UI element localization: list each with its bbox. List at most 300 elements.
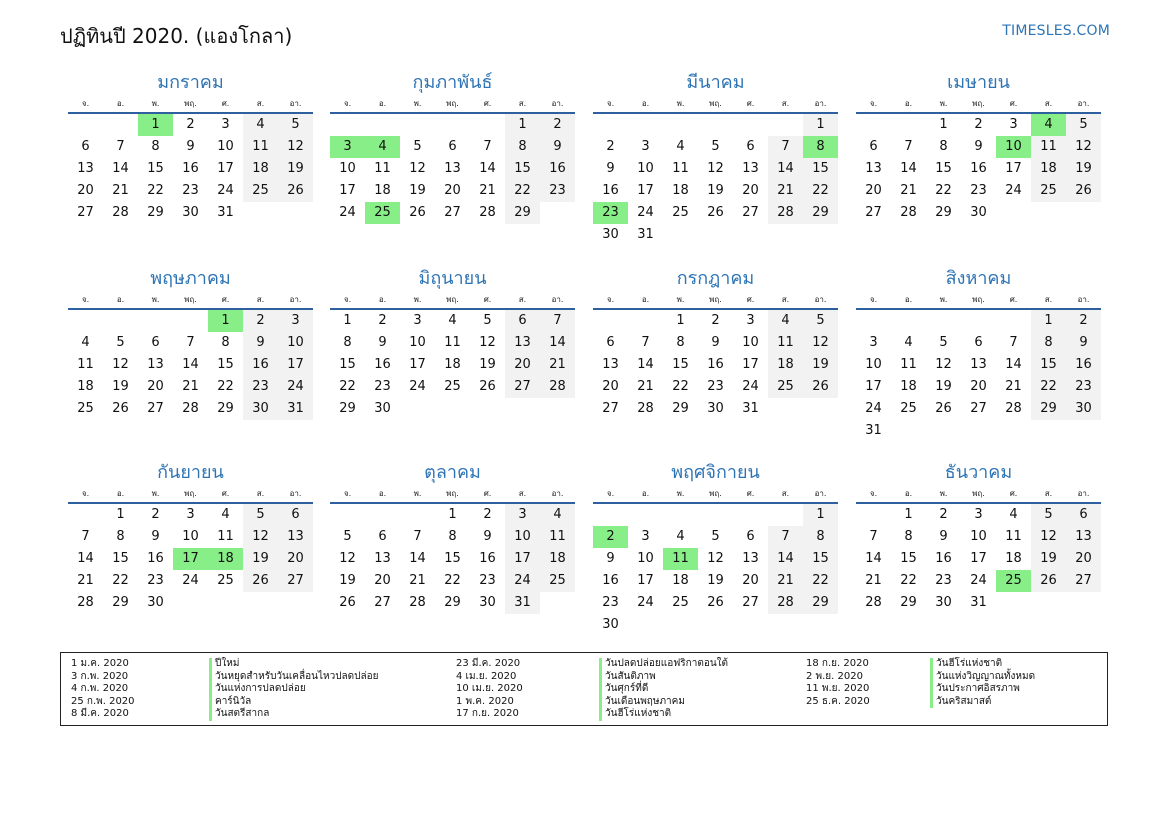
day-cell: 5: [243, 504, 278, 526]
empty-cell: [891, 310, 926, 332]
legend-holiday-name: วันแห่งวิญญาณทั้งหมด: [930, 671, 1035, 684]
day-cell: 3: [186, 507, 195, 522]
month-block: [856, 266, 1101, 442]
day-cell: 13: [77, 161, 94, 176]
day-cell: 15: [505, 158, 540, 180]
day-cell: 21: [637, 379, 654, 394]
day-cell: 4: [904, 335, 913, 350]
day-cell: 12: [339, 551, 356, 566]
day-cell: 17: [970, 551, 987, 566]
day-cell: 22: [672, 379, 689, 394]
weekday-label: พ.: [939, 489, 948, 498]
empty-cell: [365, 114, 400, 136]
day-cell: 12: [409, 161, 426, 176]
day-cell: 16: [479, 551, 496, 566]
day-cell: 14: [637, 357, 654, 372]
weekday-label: อ.: [904, 295, 913, 304]
day-cell: 28: [900, 205, 917, 220]
empty-cell: [330, 504, 365, 526]
day-cell: 14: [865, 551, 882, 566]
empty-cell: [768, 114, 803, 136]
day-cell: 7: [904, 139, 913, 154]
weekday-label: จ.: [343, 99, 352, 108]
day-cell: 14: [479, 161, 496, 176]
day-cell: 12: [707, 551, 724, 566]
day-cell: 8: [939, 139, 948, 154]
day-cell: 12: [243, 526, 278, 548]
day-cell: 6: [278, 504, 313, 526]
day-cell: 6: [378, 529, 387, 544]
day-cell: 29: [803, 202, 838, 224]
day-cell: 16: [374, 357, 391, 372]
day-cell: 3: [641, 529, 650, 544]
month-block: [856, 70, 1101, 224]
day-cell: 23: [935, 573, 952, 588]
day-cell: 11: [672, 161, 689, 176]
legend-date: 4 เม.ย. 2020: [456, 670, 517, 682]
day-cell: 26: [278, 180, 313, 202]
day-cell: 30: [602, 227, 619, 242]
day-cell: 21: [865, 573, 882, 588]
day-cell: 7: [540, 310, 575, 332]
day-cell: 18: [672, 573, 689, 588]
day-cell: 11: [217, 529, 234, 544]
day-cell: 5: [939, 335, 948, 350]
month-block: [593, 70, 838, 246]
weekday-label: ส.: [518, 295, 527, 304]
day-cell: 6: [81, 139, 90, 154]
holiday-day: 23: [593, 202, 628, 224]
legend-date: 25 ธ.ค. 2020: [806, 695, 870, 707]
day-cell: 23: [970, 183, 987, 198]
day-cell: 25: [768, 376, 803, 398]
empty-cell: [628, 310, 663, 332]
weekday-label: ส.: [256, 99, 265, 108]
day-cell: 27: [742, 205, 759, 220]
day-cell: 10: [742, 335, 759, 350]
day-cell: 4: [221, 507, 230, 522]
day-cell: 2: [939, 507, 948, 522]
month-block: [856, 460, 1101, 614]
empty-cell: [365, 504, 400, 526]
day-cell: 7: [116, 139, 125, 154]
day-cell: 28: [540, 376, 575, 398]
day-cell: 12: [278, 136, 313, 158]
day-cell: 14: [900, 161, 917, 176]
day-cell: 8: [803, 526, 838, 548]
day-cell: 16: [182, 161, 199, 176]
weekday-label: ส.: [1044, 489, 1053, 498]
day-cell: 24: [637, 595, 654, 610]
day-cell: 18: [1031, 158, 1066, 180]
day-cell: 22: [147, 183, 164, 198]
legend-date-column: [71, 658, 135, 721]
day-cell: 9: [606, 161, 615, 176]
day-cell: 22: [900, 573, 917, 588]
empty-cell: [593, 114, 628, 136]
day-cell: 14: [182, 357, 199, 372]
day-grid: [68, 114, 313, 224]
day-cell: 9: [483, 529, 492, 544]
day-cell: 13: [865, 161, 882, 176]
day-cell: 3: [505, 504, 540, 526]
empty-cell: [400, 114, 435, 136]
day-cell: 21: [182, 379, 199, 394]
weekday-label: อา.: [551, 295, 564, 304]
day-cell: 6: [974, 335, 983, 350]
day-cell: 8: [343, 335, 352, 350]
day-cell: 20: [444, 183, 461, 198]
weekday-label: จ.: [81, 489, 90, 498]
day-cell: 6: [505, 310, 540, 332]
day-cell: 1: [116, 507, 125, 522]
holiday-day: 10: [996, 136, 1031, 158]
weekday-label: พฤ.: [709, 99, 722, 108]
day-cell: 13: [147, 357, 164, 372]
day-cell: 15: [217, 357, 234, 372]
day-cell: 12: [112, 357, 129, 372]
day-cell: 7: [1009, 335, 1018, 350]
day-cell: 29: [147, 205, 164, 220]
weekday-header: [330, 486, 575, 502]
weekday-label: อา.: [551, 489, 564, 498]
empty-cell: [103, 114, 138, 136]
weekday-label: จ.: [869, 99, 878, 108]
day-cell: 18: [444, 357, 461, 372]
day-cell: 22: [935, 183, 952, 198]
empty-cell: [628, 504, 663, 526]
weekday-label: อ.: [378, 99, 387, 108]
empty-cell: [698, 504, 733, 526]
day-cell: 19: [479, 357, 496, 372]
day-cell: 30: [935, 595, 952, 610]
day-cell: 20: [147, 379, 164, 394]
day-cell: 28: [182, 401, 199, 416]
day-cell: 31: [637, 227, 654, 242]
month-block: [68, 460, 313, 614]
day-cell: 28: [77, 595, 94, 610]
empty-cell: [698, 114, 733, 136]
day-cell: 9: [151, 529, 160, 544]
legend-date: 4 ก.พ. 2020: [71, 683, 129, 695]
day-cell: 23: [707, 379, 724, 394]
day-cell: 10: [970, 529, 987, 544]
day-cell: 19: [409, 183, 426, 198]
day-cell: 9: [974, 139, 983, 154]
weekday-label: อ.: [904, 489, 913, 498]
day-cell: 31: [505, 592, 540, 614]
legend-date: 18 ก.ย. 2020: [806, 658, 869, 669]
day-cell: 19: [243, 548, 278, 570]
day-cell: 16: [540, 158, 575, 180]
day-cell: 18: [374, 183, 391, 198]
empty-cell: [663, 114, 698, 136]
day-cell: 9: [939, 529, 948, 544]
weekday-label: ศ.: [483, 295, 492, 304]
day-cell: 22: [112, 573, 129, 588]
month-name: ธันวาคม: [944, 462, 1013, 483]
weekday-label: อา.: [1077, 489, 1090, 498]
day-cell: 15: [935, 161, 952, 176]
day-cell: 6: [746, 529, 755, 544]
day-cell: 25: [672, 595, 689, 610]
day-cell: 22: [505, 180, 540, 202]
day-cell: 19: [707, 573, 724, 588]
empty-cell: [768, 504, 803, 526]
weekday-label: อ.: [641, 489, 650, 498]
weekday-label: พ.: [676, 295, 685, 304]
legend-holiday-name: ปีใหม่: [209, 658, 379, 671]
day-cell: 23: [182, 183, 199, 198]
day-cell: 4: [81, 335, 90, 350]
day-cell: 17: [339, 183, 356, 198]
weekday-label: ศ.: [221, 489, 230, 498]
day-cell: 26: [339, 595, 356, 610]
day-cell: 17: [409, 357, 426, 372]
day-cell: 26: [935, 401, 952, 416]
weekday-label: จ.: [606, 489, 615, 498]
month-block: [593, 460, 838, 636]
weekday-label: อา.: [289, 295, 302, 304]
day-cell: 18: [243, 158, 278, 180]
day-cell: 11: [1031, 136, 1066, 158]
legend-holiday-name: วันสันติภาพ: [599, 671, 728, 684]
empty-cell: [593, 504, 628, 526]
legend-date-column: [806, 658, 870, 708]
legend-name-column: [209, 658, 379, 721]
day-grid: [856, 310, 1101, 442]
day-cell: 1: [803, 114, 838, 136]
day-cell: 4: [540, 504, 575, 526]
day-cell: 21: [540, 354, 575, 376]
empty-cell: [68, 504, 103, 526]
day-cell: 10: [278, 332, 313, 354]
legend-holiday-name: วันฮีโร่แห่งชาติ: [930, 658, 1035, 671]
day-cell: 23: [1066, 376, 1101, 398]
day-cell: 29: [444, 595, 461, 610]
day-cell: 24: [970, 573, 987, 588]
day-cell: 30: [1066, 398, 1101, 420]
weekday-label: อ.: [378, 489, 387, 498]
empty-cell: [173, 310, 208, 332]
day-cell: 30: [147, 595, 164, 610]
day-cell: 19: [1031, 548, 1066, 570]
day-cell: 17: [505, 548, 540, 570]
day-cell: 18: [672, 183, 689, 198]
day-cell: 11: [243, 136, 278, 158]
day-cell: 16: [707, 357, 724, 372]
day-cell: 31: [217, 205, 234, 220]
day-cell: 12: [935, 357, 952, 372]
day-cell: 25: [217, 573, 234, 588]
empty-cell: [856, 114, 891, 136]
day-cell: 9: [1066, 332, 1101, 354]
weekday-label: อ.: [116, 295, 125, 304]
weekday-label: อ.: [641, 99, 650, 108]
day-cell: 27: [970, 401, 987, 416]
day-cell: 1: [1031, 310, 1066, 332]
day-cell: 1: [904, 507, 913, 522]
day-cell: 21: [77, 573, 94, 588]
day-cell: 4: [676, 529, 685, 544]
legend-holiday-name: วันฮีโร่แห่งชาติ: [599, 708, 728, 721]
day-cell: 28: [479, 205, 496, 220]
day-cell: 2: [974, 117, 983, 132]
day-cell: 1: [803, 504, 838, 526]
weekday-label: อา.: [1077, 99, 1090, 108]
day-cell: 16: [602, 573, 619, 588]
day-grid: [68, 504, 313, 614]
brand-link[interactable]: TIMESLES.COM: [1002, 23, 1110, 39]
holiday-day: 4: [365, 136, 400, 158]
day-cell: 1: [676, 313, 685, 328]
day-cell: 7: [869, 529, 878, 544]
day-cell: 30: [479, 595, 496, 610]
holiday-day: 4: [1031, 114, 1066, 136]
day-cell: 27: [278, 570, 313, 592]
day-cell: 31: [278, 398, 313, 420]
holiday-day: 25: [996, 570, 1031, 592]
weekday-label: พ.: [676, 489, 685, 498]
day-cell: 18: [540, 548, 575, 570]
day-cell: 28: [1005, 401, 1022, 416]
day-cell: 24: [865, 401, 882, 416]
day-cell: 21: [112, 183, 129, 198]
day-cell: 27: [742, 595, 759, 610]
day-cell: 8: [151, 139, 160, 154]
day-cell: 19: [278, 158, 313, 180]
day-cell: 7: [81, 529, 90, 544]
weekday-label: ศ.: [221, 99, 230, 108]
day-cell: 26: [479, 379, 496, 394]
day-cell: 29: [339, 401, 356, 416]
weekday-label: พฤ.: [446, 295, 459, 304]
day-cell: 26: [1031, 570, 1066, 592]
day-cell: 11: [77, 357, 94, 372]
day-cell: 10: [505, 526, 540, 548]
weekday-label: ศ.: [483, 489, 492, 498]
day-cell: 31: [970, 595, 987, 610]
day-cell: 10: [637, 551, 654, 566]
legend-holiday-name: วันแห่งการปลดปล่อย: [209, 683, 379, 696]
day-cell: 8: [1031, 332, 1066, 354]
weekday-label: จ.: [606, 99, 615, 108]
day-cell: 12: [707, 161, 724, 176]
legend-holiday-name: วันสตรีสากล: [209, 708, 379, 721]
day-cell: 12: [1066, 136, 1101, 158]
day-cell: 28: [637, 401, 654, 416]
weekday-label: ศ.: [483, 99, 492, 108]
day-cell: 25: [540, 570, 575, 592]
weekday-label: จ.: [869, 489, 878, 498]
day-cell: 2: [540, 114, 575, 136]
day-cell: 13: [970, 357, 987, 372]
day-cell: 13: [1066, 526, 1101, 548]
weekday-label: จ.: [869, 295, 878, 304]
weekday-label: ศ.: [746, 99, 755, 108]
month-block: [68, 266, 313, 420]
day-cell: 21: [900, 183, 917, 198]
day-cell: 26: [707, 205, 724, 220]
weekday-label: จ.: [343, 295, 352, 304]
weekday-label: พ.: [151, 295, 160, 304]
weekday-label: อ.: [904, 99, 913, 108]
day-cell: 12: [1031, 526, 1066, 548]
holiday-day: 8: [803, 136, 838, 158]
day-cell: 30: [182, 205, 199, 220]
day-cell: 3: [974, 507, 983, 522]
day-cell: 6: [746, 139, 755, 154]
day-cell: 9: [243, 332, 278, 354]
legend-date: 1 ม.ค. 2020: [71, 658, 129, 669]
empty-cell: [138, 310, 173, 332]
day-cell: 2: [186, 117, 195, 132]
day-cell: 6: [448, 139, 457, 154]
day-cell: 21: [479, 183, 496, 198]
day-cell: 15: [444, 551, 461, 566]
day-cell: 19: [339, 573, 356, 588]
page-title: ปฏิทินปี 2020. (แองโกลา): [60, 24, 293, 48]
day-cell: 17: [217, 161, 234, 176]
day-grid: [593, 114, 838, 246]
legend-date: 2 พ.ย. 2020: [806, 670, 863, 682]
day-cell: 6: [869, 139, 878, 154]
weekday-header: [856, 486, 1101, 502]
day-cell: 10: [217, 139, 234, 154]
day-cell: 10: [339, 161, 356, 176]
day-cell: 16: [970, 161, 987, 176]
day-cell: 8: [505, 136, 540, 158]
day-cell: 5: [278, 114, 313, 136]
legend-date: 8 มี.ค. 2020: [71, 708, 129, 720]
day-grid: [593, 310, 838, 420]
day-grid: [330, 504, 575, 614]
day-cell: 6: [606, 335, 615, 350]
weekday-label: ศ.: [1009, 489, 1018, 498]
day-cell: 3: [869, 335, 878, 350]
day-cell: 14: [409, 551, 426, 566]
legend-date: 23 มี.ค. 2020: [456, 658, 521, 669]
day-cell: 8: [116, 529, 125, 544]
day-cell: 8: [221, 335, 230, 350]
day-cell: 23: [243, 376, 278, 398]
empty-cell: [961, 310, 996, 332]
weekday-header: [330, 292, 575, 308]
day-cell: 9: [378, 335, 387, 350]
day-cell: 10: [865, 357, 882, 372]
day-cell: 4: [1009, 507, 1018, 522]
day-cell: 30: [602, 617, 619, 632]
day-cell: 15: [1031, 354, 1066, 376]
day-cell: 2: [378, 313, 387, 328]
day-cell: 17: [637, 183, 654, 198]
empty-cell: [435, 114, 470, 136]
weekday-label: พฤ.: [972, 295, 985, 304]
day-cell: 27: [147, 401, 164, 416]
weekday-label: พ.: [151, 99, 160, 108]
day-cell: 24: [339, 205, 356, 220]
weekday-label: ศ.: [746, 295, 755, 304]
day-cell: 10: [637, 161, 654, 176]
legend-holiday-name: วันเดือนพฤษภาคม: [599, 696, 728, 709]
month-name: พฤศจิกายน: [671, 462, 760, 483]
day-cell: 7: [768, 136, 803, 158]
day-cell: 26: [112, 401, 129, 416]
weekday-label: จ.: [81, 99, 90, 108]
legend-date-column: [456, 658, 523, 721]
empty-cell: [996, 310, 1031, 332]
day-cell: 11: [374, 161, 391, 176]
